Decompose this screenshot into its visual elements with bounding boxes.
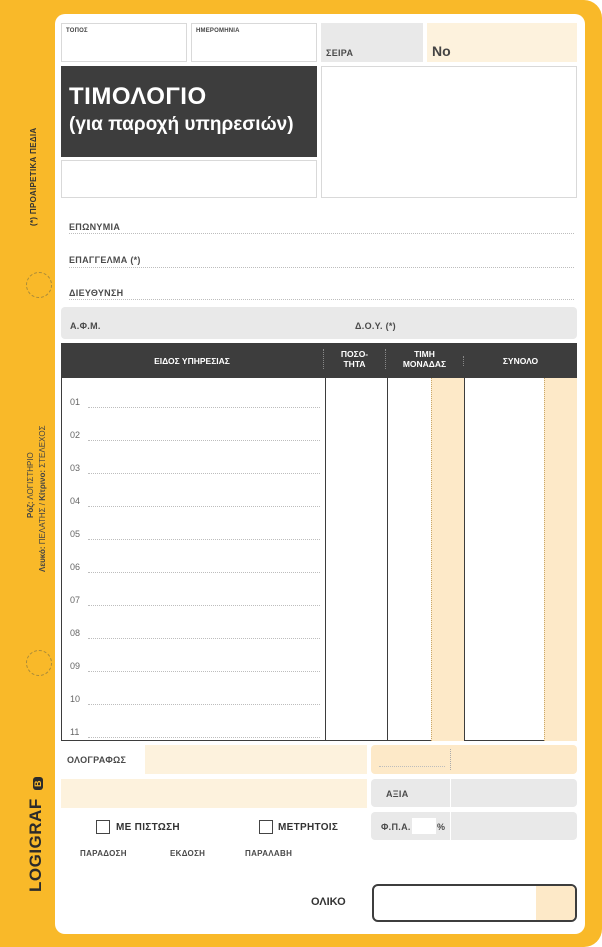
afm-label: Α.Φ.Μ. [70, 321, 101, 331]
document-title-box [61, 66, 317, 157]
cash-label: ΜΕΤΡΗΤΟΙΣ [278, 822, 339, 833]
col-qty-header [323, 349, 385, 369]
address-label: ΔΙΕΥΘΥΝΣΗ [69, 288, 124, 298]
place-label: ΤΟΠΟΣ [66, 28, 88, 34]
col-total-header: ΣΥΝΟΛΟ [463, 356, 577, 366]
table-row[interactable] [62, 675, 576, 708]
punch-hole-top [26, 272, 52, 298]
row-number: 09 [70, 661, 81, 671]
total-cents-field[interactable] [536, 886, 575, 920]
row-service-line [88, 407, 320, 408]
table-row[interactable] [62, 477, 576, 510]
number-label: No [432, 43, 451, 59]
name-line[interactable] [69, 233, 574, 234]
date-label: ΗΜΕΡΟΜΗΝΙΑ [196, 28, 240, 34]
profession-label: ΕΠΑΓΓΕΛΜΑ (*) [69, 255, 141, 265]
doy-label: Δ.Ο.Υ. (*) [355, 321, 396, 331]
in-words-field[interactable] [145, 745, 367, 774]
table-row[interactable] [62, 543, 576, 576]
value-amount-field[interactable] [450, 779, 577, 807]
series-label: ΣΕΙΡΑ [326, 48, 354, 58]
copy-yellow-label: Κίτρινο: [38, 470, 47, 501]
row-service-line [88, 539, 320, 540]
row-service-line [88, 572, 320, 573]
row-number: 02 [70, 430, 81, 440]
table-row[interactable] [62, 609, 576, 642]
row-service-line [88, 440, 320, 441]
table-header [61, 343, 577, 378]
optional-fields-note: (*) ΠΡΟΑΙΡΕΤΙΚΑ ΠΕΔΙΑ [29, 127, 38, 226]
delivery-label: ΠΑΡΑΔΟΣΗ [80, 849, 127, 858]
copy-distribution-line2 [38, 425, 47, 572]
vat-rate-field[interactable] [412, 818, 436, 834]
date-field[interactable] [191, 23, 317, 62]
in-words-field-2[interactable] [61, 779, 367, 808]
col-unit-header-line1: ΤΙΜΗ [414, 349, 435, 359]
issue-label: ΕΚΔΟΣΗ [170, 849, 206, 858]
subtotal-separator [450, 749, 451, 770]
tax-id-row [61, 307, 577, 339]
row-service-line [88, 473, 320, 474]
brand-badge: B [33, 777, 43, 790]
row-number: 04 [70, 496, 81, 506]
vat-row [371, 812, 577, 840]
row-service-line [88, 506, 320, 507]
row-number: 05 [70, 529, 81, 539]
table-row[interactable] [62, 411, 576, 444]
table-row[interactable] [62, 510, 576, 543]
value-row [371, 779, 577, 807]
table-row[interactable] [62, 642, 576, 675]
row-service-line [88, 704, 320, 705]
issuer-extra-box [61, 160, 317, 198]
credit-checkbox[interactable] [96, 820, 110, 834]
row-number: 03 [70, 463, 81, 473]
row-number: 06 [70, 562, 81, 572]
receipt-label: ΠΑΡΑΛΑΒΗ [245, 849, 293, 858]
subtotal-line [379, 766, 445, 767]
table-row[interactable] [62, 444, 576, 477]
punch-hole-bottom [26, 650, 52, 676]
row-service-line [88, 737, 320, 738]
row-number: 07 [70, 595, 81, 605]
row-service-line [88, 671, 320, 672]
brand-name: LOGIGRAF [26, 798, 45, 892]
vat-amount-field[interactable] [450, 812, 577, 840]
col-unit-header-line2: ΜΟΝΑΔΑΣ [402, 359, 447, 369]
row-number: 08 [70, 628, 81, 638]
copy-pink-text: ΛΟΓΙΣΤΗΡΙΟ [26, 452, 35, 502]
number-field [427, 23, 577, 62]
document-title: ΤΙΜΟΛΟΓΙΟ [69, 83, 207, 110]
copy-distribution-line1 [26, 452, 35, 518]
vat-label: Φ.Π.Α. [381, 822, 411, 832]
issuer-details-box [321, 66, 577, 198]
copy-white-label: Λευκό: [38, 546, 47, 572]
col-unit-header [385, 349, 463, 369]
vat-percent: % [437, 822, 446, 832]
row-number: 10 [70, 694, 81, 704]
copy-pink-label: Ρόζ: [26, 501, 35, 518]
row-service-line [88, 605, 320, 606]
copy-white-text: ΠΕΛΑΤΗΣ / [38, 500, 47, 547]
copy-yellow-text: ΣΤΕΛΕΧΟΣ [38, 425, 47, 470]
total-label: ΟΛΙΚΟ [311, 896, 346, 908]
table-row[interactable] [62, 378, 576, 411]
credit-label: ΜΕ ΠΙΣΤΩΣΗ [116, 822, 180, 833]
profession-line[interactable] [69, 267, 574, 268]
brand-logo [26, 777, 46, 892]
row-service-line [88, 638, 320, 639]
cash-checkbox[interactable] [259, 820, 273, 834]
row-number: 11 [70, 727, 80, 737]
subtotal-field[interactable] [371, 745, 577, 774]
col-service-header: ΕΙΔΟΣ ΥΠΗΡΕΣΙΑΣ [154, 356, 230, 366]
in-words-label: ΟΛΟΓΡΑΦΩΣ [67, 755, 127, 765]
table-row[interactable] [62, 708, 576, 741]
table-row[interactable] [62, 576, 576, 609]
address-line[interactable] [69, 299, 574, 300]
row-number: 01 [70, 397, 81, 407]
place-field[interactable] [61, 23, 187, 62]
name-label: ΕΠΩΝΥΜΙΑ [69, 222, 121, 232]
value-label: ΑΞΙΑ [386, 789, 409, 799]
col-qty-header-line1: ΠΟΣΟ- [340, 349, 369, 359]
items-table [61, 343, 577, 741]
document-subtitle: (για παροχή υπηρεσιών) [69, 114, 294, 135]
total-field[interactable] [372, 884, 577, 922]
col-qty-header-line2: ΤΗΤΑ [343, 359, 366, 369]
series-field[interactable] [321, 23, 423, 62]
